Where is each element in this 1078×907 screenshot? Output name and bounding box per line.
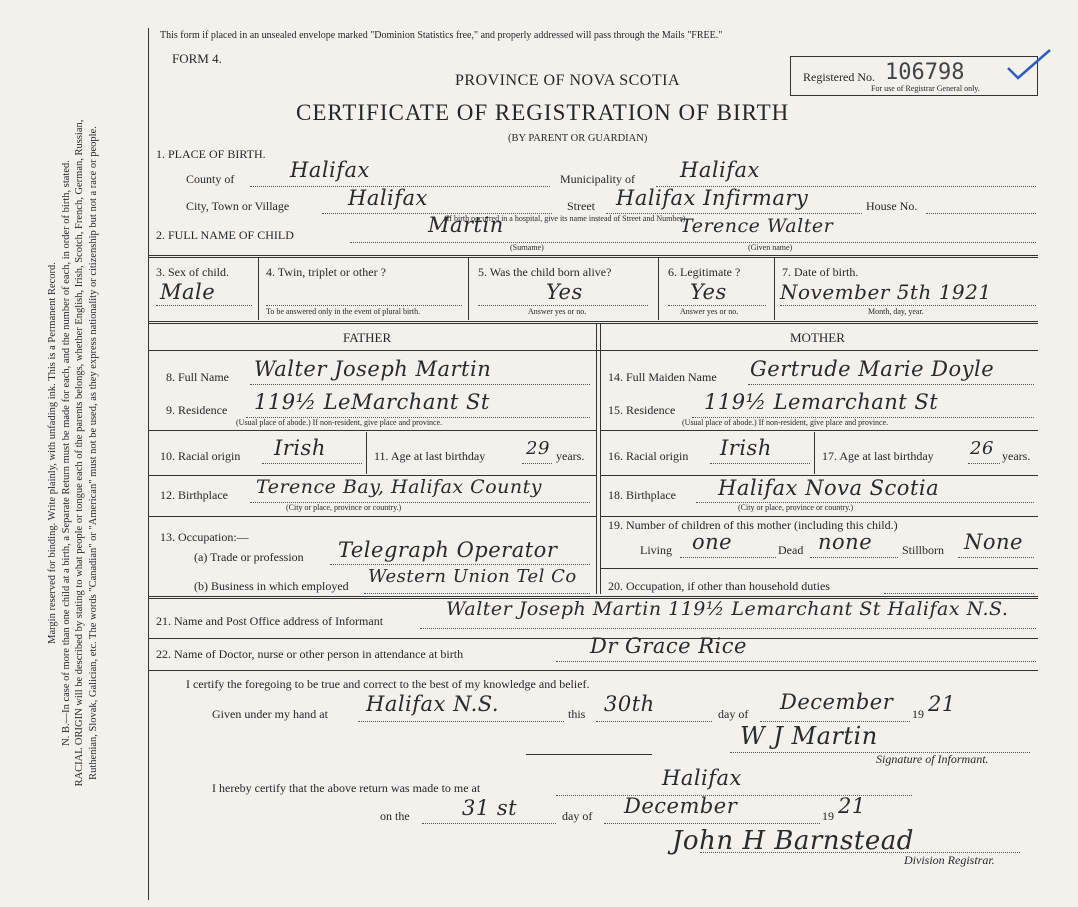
mother-name-value: Gertrude Marie Doyle [750,357,995,381]
registered-number: 106798 [885,60,965,85]
registrar-signature: John H Barnstead [672,826,914,856]
living-value: one [692,530,733,554]
child-given-name: Terence Walter [680,215,834,237]
mother-birthplace-label: 18. Birthplace [608,488,676,502]
father-residence-label: 9. Residence [166,403,228,417]
legitimate-caption: Answer yes or no. [680,307,739,316]
informant-signature-caption: Signature of Informant. [876,752,989,766]
surname-caption: (Surname) [510,243,544,252]
page-subtitle: (BY PARENT OR GUARDIAN) [508,133,648,144]
trade-label: (a) Trade or profession [194,550,304,564]
on-the-label: on the [380,809,410,823]
given-name-caption: (Given name) [748,243,793,252]
registered-note: For use of Registrar General only. [871,84,980,93]
father-name-label: 8. Full Name [166,370,229,384]
mail-note: This form if placed in an unsealed envelope marked "Dominion Statistics free," and properly addressed will pass through the Mails "FREE." [160,30,723,41]
day-of-label: day of [718,707,749,721]
sex-value: Male [160,280,216,304]
mother-residence-value: 119½ Lemarchant St [704,390,939,414]
dead-value: none [818,530,873,554]
father-age-label: 11. Age at last birthday [374,449,486,463]
mother-racial-value: Irish [720,436,772,460]
born-alive-value: Yes [546,280,583,304]
given-month-value: December [780,690,894,714]
twin-note: To be answered only in the event of plural birth. [266,307,421,316]
province-heading: PROVINCE OF NOVA SCOTIA [455,72,681,89]
street-value: Halifax Infirmary [616,186,809,210]
this-label: this [568,707,586,721]
father-heading: FATHER [343,330,392,345]
business-label: (b) Business in which employed [194,579,349,593]
dead-label: Dead [778,543,804,557]
city-label: City, Town or Village [186,199,290,213]
registered-label: Registered No. [803,70,875,84]
city-value: Halifax [348,186,428,210]
father-residence-caption: (Usual place of abode.) If non-resident, give place and province. [236,418,443,427]
mother-residence-label: 15. Residence [608,403,676,417]
mother-occupation-label: 20. Occupation, if other than household duties [608,579,830,593]
mother-heading: MOTHER [790,330,845,345]
born-alive-caption: Answer yes or no. [528,307,587,316]
sex-label: 3. Sex of child. [156,265,229,279]
mother-racial-label: 16. Racial origin [608,449,689,463]
margin-line-2: N. B.—In case of more than one child at a birth, a Separate Return must be made for each, and the number of each, in order of birth, stated. [60,160,72,746]
street-label: Street [567,199,595,213]
registrar-caption: Division Registrar. [904,853,995,867]
form-number: FORM 4. [172,51,222,66]
place-of-birth-label: 1. PLACE OF BIRTH. [156,147,266,161]
twin-label: 4. Twin, triplet or other ? [266,265,386,279]
county-label: County of [186,172,235,186]
date-of-birth-value: November 5th 1921 [780,280,992,304]
informant-value: Walter Joseph Martin 119½ Lemarchant St Halifax N.S. [446,598,1009,620]
child-surname: Martin [428,213,504,237]
margin-rule [148,28,149,900]
informant-signature: W J Martin [740,722,878,750]
father-birthplace-label: 12. Birthplace [160,488,228,502]
blue-check-mark [1004,46,1054,82]
registrar-year-value: 21 [838,794,866,818]
legitimate-label: 6. Legitimate ? [668,265,741,279]
trade-value: Telegraph Operator [338,538,558,562]
occupation-label: 13. Occupation:— [160,530,249,544]
registrar-place-value: Halifax [662,766,742,790]
doctor-label: 22. Name of Doctor, nurse or other person in attendance at birth [156,647,464,661]
given-under-label: Given under my hand at [212,707,328,721]
mother-residence-caption: (Usual place of abode.) If non-resident, give place and province. [682,418,889,427]
registrar-day-of-label: day of [562,809,593,823]
registrar-statement: I hereby certify that the above return was made to me at [212,781,481,795]
stillborn-value: None [964,530,1023,554]
given-year-value: 21 [928,692,956,716]
county-value: Halifax [290,158,370,182]
given-day-value: 30th [604,692,655,716]
margin-line-4: Ruthenian, Slovak, Galician, etc. The words "Canadian" or "American" must not be used, as they express nationality or citizenship but not a race or people. [87,126,99,780]
margin-instructions [0,0,146,907]
mother-age-value: 26 [970,438,994,459]
doctor-value: Dr Grace Rice [590,634,747,658]
certification-statement: I certify the foregoing to be true and correct to the best of my knowledge and belief. [186,677,590,691]
given-year-prefix: 19 [912,707,924,721]
children-count-label: 19. Number of children of this mother (including this child.) [608,518,898,532]
registered-number-box [790,56,1038,96]
registrar-month-value: December [624,794,738,818]
margin-line-1: Margin reserved for binding. Write plainly, with unfading ink. This is a Permanent Record. [47,262,58,644]
hospital-note: (If birth occurred in a hospital, give its name instead of Street and Number) [444,214,686,223]
child-name-label: 2. FULL NAME OF CHILD [156,228,294,242]
father-birthplace-caption: (City or place, province or country.) [286,503,402,512]
stillborn-label: Stillborn [902,543,945,557]
municipality-value: Halifax [680,158,760,182]
business-value: Western Union Tel Co [368,566,577,587]
municipality-label: Municipality of [560,172,635,186]
born-alive-label: 5. Was the child born alive? [478,265,612,279]
registrar-day-value: 31 st [462,796,518,820]
father-birthplace-value: Terence Bay, Halifax County [256,476,542,498]
mother-birthplace-value: Halifax Nova Scotia [718,476,940,500]
father-racial-value: Irish [274,436,326,460]
date-of-birth-label: 7. Date of birth. [782,265,859,279]
given-place-value: Halifax N.S. [366,692,500,716]
date-of-birth-caption: Month, day, year. [868,307,924,316]
father-years-label: years. [556,449,585,463]
house-number-label: House No. [866,199,918,213]
mother-years-label: years. [1002,449,1031,463]
father-racial-label: 10. Racial origin [160,449,241,463]
father-name-value: Walter Joseph Martin [254,357,492,381]
father-age-value: 29 [526,438,550,459]
informant-label: 21. Name and Post Office address of Informant [156,614,384,628]
mother-age-label: 17. Age at last birthday [822,449,934,463]
father-residence-value: 119½ LeMarchant St [254,390,490,414]
mother-name-label: 14. Full Maiden Name [608,370,717,384]
registrar-year-prefix: 19 [822,809,834,823]
mother-birthplace-caption: (City or place, province or country.) [738,503,854,512]
page-title: CERTIFICATE OF REGISTRATION OF BIRTH [296,100,790,125]
legitimate-value: Yes [690,280,727,304]
living-label: Living [640,543,672,557]
margin-line-3: RACIAL ORIGIN will be described by stating to what people or tongue each of the parents belongs, whether English, Irish, Scotch, French, German, Russian, [74,119,85,787]
